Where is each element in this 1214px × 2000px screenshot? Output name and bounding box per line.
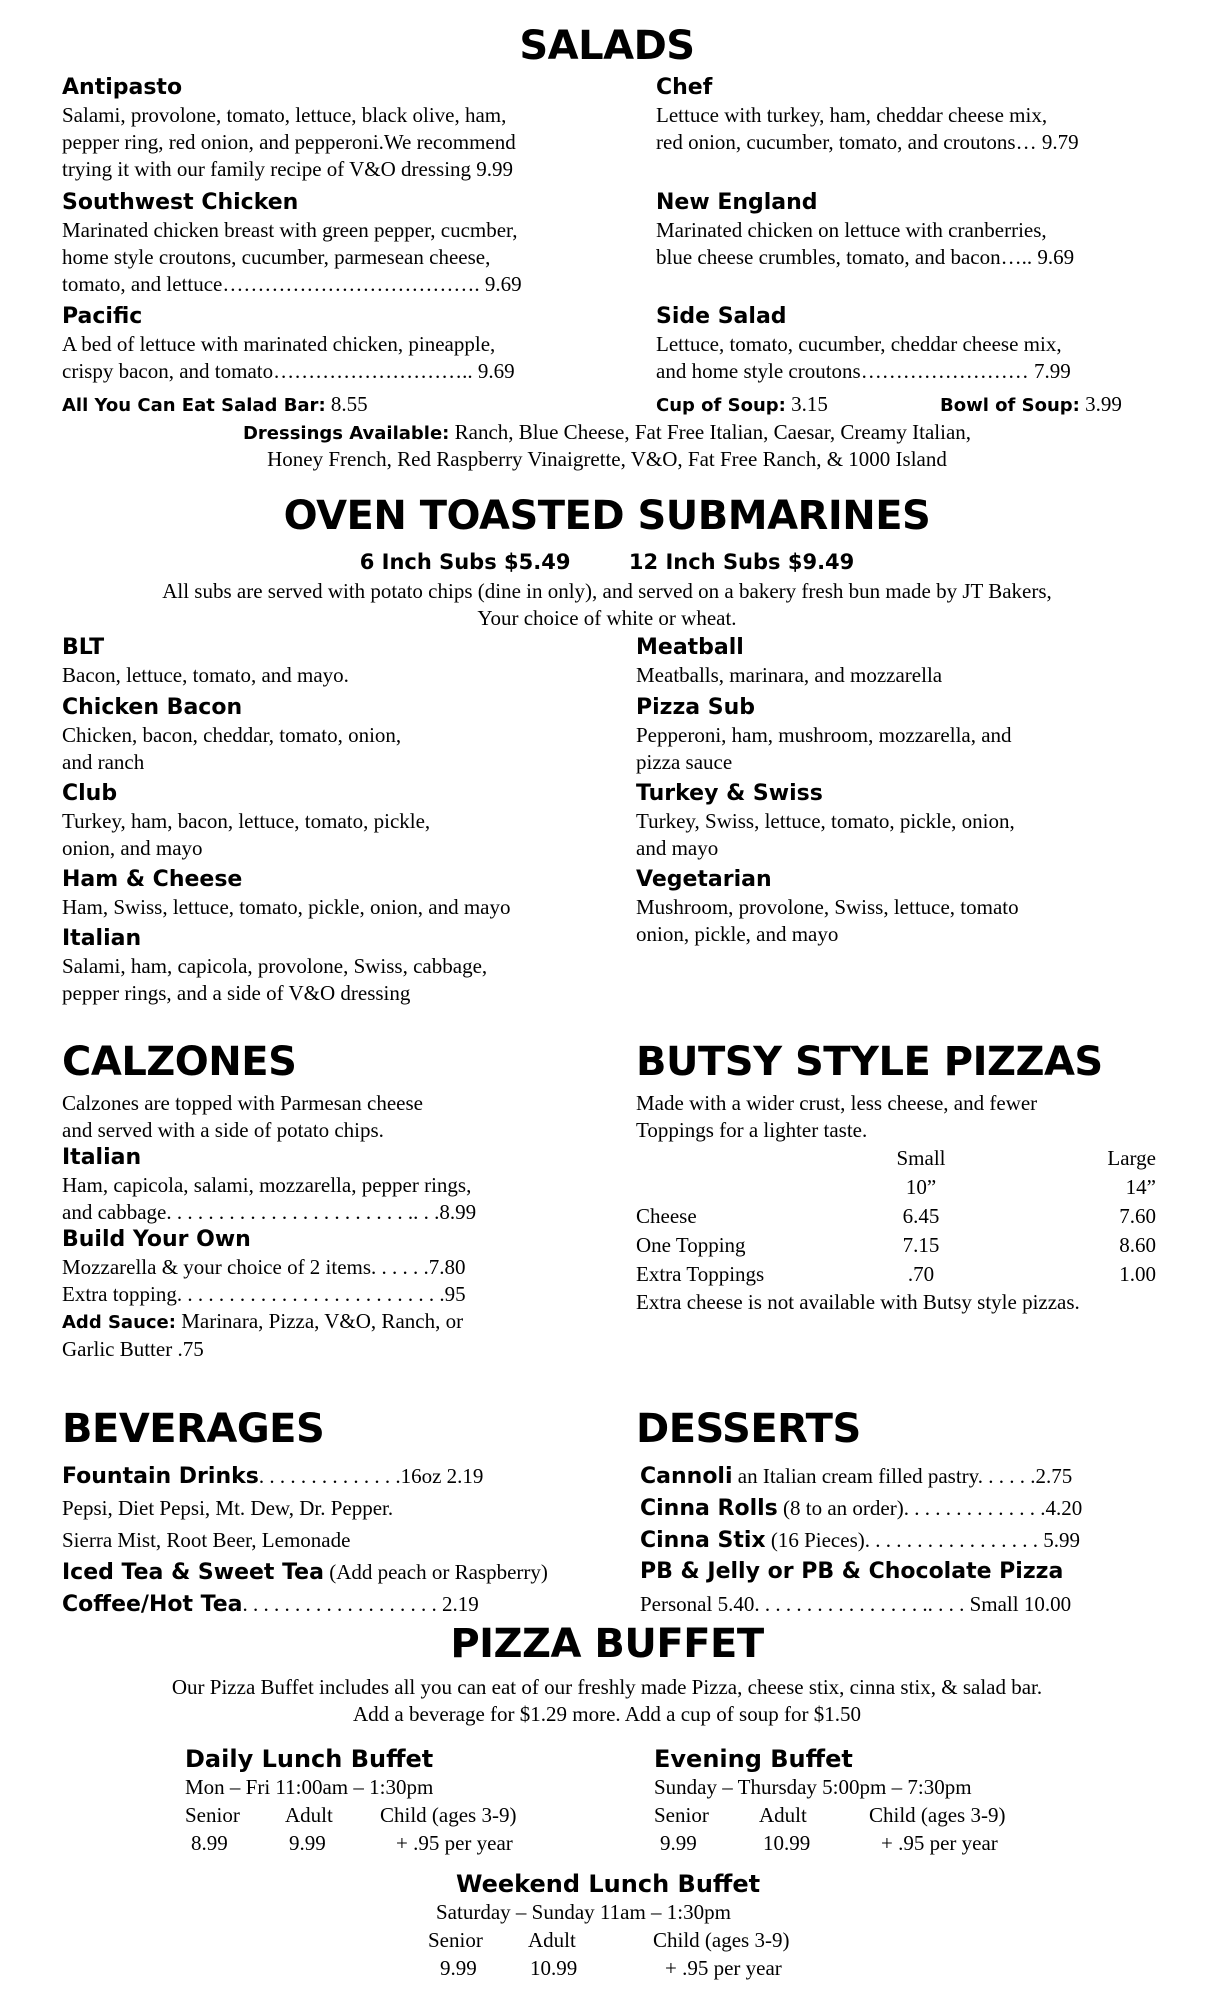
col-child: Child (ages 3-9): [653, 1928, 790, 1952]
item-desc: and home style croutons…………………… 7.99: [656, 359, 1071, 383]
row-label: One Topping: [636, 1233, 746, 1257]
salad-pacific: [62, 303, 612, 385]
pizzas-title: BUTSY STYLE PIZZAS: [636, 1039, 1103, 1085]
cinna-stix-name: Cinna Stix: [640, 1528, 766, 1553]
buffet-heading: Weekend Lunch Buffet: [456, 1870, 761, 1898]
price-child: + .95 per year: [396, 1831, 513, 1855]
col-large: Large: [1107, 1146, 1156, 1170]
price-adult: 9.99: [289, 1831, 326, 1855]
tea-line: [62, 1556, 622, 1588]
col-senior: Senior: [654, 1803, 709, 1827]
add-sauce-line: [62, 1308, 612, 1336]
cup-soup-price: 3.15: [785, 392, 828, 416]
salad-bar-label: All You Can Eat Salad Bar:: [62, 395, 326, 416]
buffet-heading: Daily Lunch Buffet: [185, 1745, 434, 1773]
cinna-rolls-line: [640, 1492, 1200, 1524]
item-name: New England: [656, 190, 818, 215]
evening-buffet: [654, 1745, 1154, 1857]
buffet-heading: Evening Buffet: [654, 1745, 853, 1773]
item-name: Antipasto: [62, 75, 183, 100]
col-child: Child (ages 3-9): [380, 1803, 517, 1827]
item-desc: Salami, provolone, tomato, lettuce, black olive, ham,: [62, 103, 507, 127]
buffet-price-table: [428, 1926, 789, 1982]
item-desc: pepper ring, red onion, and pepperoni.We recommend: [62, 130, 516, 154]
calzones-intro: and served with a side of potato chips.: [62, 1118, 384, 1142]
subs-right-column: [636, 634, 1176, 948]
item-desc: Turkey, Swiss, lettuce, tomato, pickle, onion,: [636, 809, 1015, 833]
desserts-body: [640, 1460, 1200, 1620]
item-desc: Mushroom, provolone, Swiss, lettuce, tomato: [636, 895, 1019, 919]
buffet-price-table: [185, 1801, 516, 1857]
beverages-title: BEVERAGES: [62, 1406, 325, 1452]
price-senior: 9.99: [660, 1831, 697, 1855]
item-desc: crispy bacon, and tomato……………………….. 9.69: [62, 359, 515, 383]
dressings-text: Ranch, Blue Cheese, Fat Free Italian, Caesar, Creamy Italian,: [449, 420, 972, 444]
col-senior: Senior: [185, 1803, 240, 1827]
item-desc: pizza sauce: [636, 750, 733, 774]
coffee-line: [62, 1588, 622, 1620]
row-large: 7.60: [1119, 1204, 1156, 1228]
buffet-hours: Mon – Fri 11:00am – 1:30pm: [185, 1775, 434, 1799]
item-desc: Mozzarella & your choice of 2 items. . . . . .7.80: [62, 1255, 466, 1279]
item-desc: red onion, cucumber, tomato, and croutons… 9.79: [656, 130, 1079, 154]
col-child: Child (ages 3-9): [869, 1803, 1006, 1827]
item-name: Italian: [62, 926, 142, 951]
item-desc: Lettuce, tomato, cucumber, cheddar cheese mix,: [656, 332, 1062, 356]
item-desc: Meatballs, marinara, and mozzarella: [636, 663, 943, 687]
salad-bar-line: [62, 390, 662, 420]
salad-chef: [656, 74, 1176, 156]
salads-title: SALADS: [519, 23, 695, 69]
cinna-stix-line: [640, 1524, 1200, 1556]
add-sauce-line-2: Garlic Butter .75: [62, 1337, 204, 1361]
coffee-price: . . . . . . . . . . . . . . . . . . . 2.19: [242, 1592, 479, 1616]
salad-southwest-chicken: [62, 189, 612, 298]
calzones-body: [62, 1090, 612, 1363]
item-desc: A bed of lettuce with marinated chicken, pineapple,: [62, 332, 496, 356]
col-adult: Adult: [759, 1803, 807, 1827]
item-name: Chicken Bacon: [62, 695, 243, 720]
cannoli-name: Cannoli: [640, 1464, 733, 1489]
item-desc: tomato, and lettuce………………………………. 9.69: [62, 272, 522, 296]
row-small: 6.45: [902, 1204, 940, 1228]
price-child: + .95 per year: [881, 1831, 998, 1855]
subs-note-1: All subs are served with potato chips (dine in only), and served on a bakery fresh bun made by JT Bakers,: [162, 579, 1052, 603]
row-label: Cheese: [636, 1204, 697, 1228]
tea-name: Iced Tea & Sweet Tea: [62, 1560, 324, 1585]
fountain-price: . . . . . . . . . . . . . .16oz 2.19: [258, 1464, 484, 1488]
bowl-soup-label: Bowl of Soup:: [940, 395, 1080, 416]
price-senior: 9.99: [440, 1956, 477, 1980]
item-desc: and cabbage. . . . . . . . . . . . . . . . . . . . . . . .. . .8.99: [62, 1200, 477, 1224]
item-desc: pepper rings, and a side of V&O dressing: [62, 981, 411, 1005]
weekend-lunch-buffet: [428, 1870, 848, 1982]
row-label: Extra Toppings: [636, 1262, 765, 1286]
cannoli-line: [640, 1460, 1200, 1492]
price-adult: 10.99: [530, 1956, 578, 1980]
fountain-list-1: Pepsi, Diet Pepsi, Mt. Dew, Dr. Pepper.: [62, 1496, 394, 1520]
cinna-rolls-name: Cinna Rolls: [640, 1496, 778, 1521]
table-row: [636, 1231, 1156, 1260]
salad-side: [656, 303, 1176, 385]
item-name: Pizza Sub: [636, 695, 756, 720]
desserts-title: DESSERTS: [636, 1406, 861, 1452]
item-desc: Marinated chicken breast with green pepper, cucmber,: [62, 218, 518, 242]
dressings-line-1: [0, 418, 1214, 448]
subs-left-column: [62, 634, 612, 1007]
row-small: 7.15: [902, 1233, 940, 1257]
item-desc: onion, and mayo: [62, 836, 203, 860]
price-child: + .95 per year: [665, 1956, 782, 1980]
pb-pizza-desc: Personal 5.40. . . . . . . . . . . . . . . . .. . . . Small 10.00: [640, 1592, 1072, 1616]
calzones-title: CALZONES: [62, 1039, 297, 1085]
buffet-price-table: [654, 1801, 1005, 1857]
item-desc: Pepperoni, ham, mushroom, mozzarella, and: [636, 723, 1012, 747]
cinna-stix-desc: (16 Pieces). . . . . . . . . . . . . . . . . 5.99: [765, 1528, 1080, 1552]
item-desc: home style croutons, cucumber, parmesean cheese,: [62, 245, 491, 269]
item-desc: Ham, capicola, salami, mozzarella, pepper rings,: [62, 1173, 472, 1197]
pizzas-note: Extra cheese is not available with Butsy style pizzas.: [636, 1290, 1080, 1314]
buffet-hours: Sunday – Thursday 5:00pm – 7:30pm: [654, 1775, 972, 1799]
item-desc: Ham, Swiss, lettuce, tomato, pickle, onion, and mayo: [62, 895, 511, 919]
calzones-intro: Calzones are topped with Parmesan cheese: [62, 1091, 423, 1115]
col-adult: Adult: [285, 1803, 333, 1827]
fountain-line: [62, 1460, 622, 1492]
item-name: Pacific: [62, 304, 143, 329]
item-name: Italian: [62, 1145, 142, 1170]
salad-new-england: [656, 189, 1176, 271]
beverages-body: [62, 1460, 622, 1620]
item-name: Build Your Own: [62, 1227, 251, 1252]
pizza-price-table: [636, 1144, 1156, 1289]
salad-bar-price: 8.55: [325, 392, 368, 416]
cinna-rolls-desc: (8 to an order). . . . . . . . . . . . . .4.20: [777, 1496, 1083, 1520]
pizzas-intro: Toppings for a lighter taste.: [636, 1118, 868, 1142]
bowl-soup-line: [940, 390, 1200, 420]
add-sauce-text: Marinara, Pizza, V&O, Ranch, or: [175, 1309, 464, 1333]
cup-soup-label: Cup of Soup:: [656, 395, 786, 416]
item-desc: Turkey, ham, bacon, lettuce, tomato, pickle,: [62, 809, 431, 833]
item-name: Vegetarian: [636, 867, 772, 892]
add-sauce-label: Add Sauce:: [62, 1312, 176, 1333]
buffet-note-1: Our Pizza Buffet includes all you can eat of our freshly made Pizza, cheese stix, cinna stix, & salad bar.: [171, 1675, 1043, 1699]
item-desc: onion, pickle, and mayo: [636, 922, 839, 946]
item-name: Ham & Cheese: [62, 867, 243, 892]
item-name: Turkey & Swiss: [636, 781, 823, 806]
col-small-size: 10”: [905, 1175, 937, 1199]
salad-antipasto: [62, 74, 612, 183]
subs-sizes: 6 Inch Subs $5.49 12 Inch Subs $9.49: [359, 550, 855, 574]
dressings-line-2: Honey French, Red Raspberry Vinaigrette, V&O, Fat Free Ranch, & 1000 Island: [267, 447, 947, 471]
item-name: Chef: [656, 75, 713, 100]
daily-lunch-buffet: [185, 1745, 605, 1857]
item-name: Club: [62, 781, 118, 806]
item-name: Southwest Chicken: [62, 190, 299, 215]
col-large-size: 14”: [1125, 1175, 1156, 1199]
buffet-title: PIZZA BUFFET: [450, 1621, 764, 1667]
row-large: 8.60: [1119, 1233, 1156, 1257]
coffee-name: Coffee/Hot Tea: [62, 1592, 243, 1617]
cup-soup-line: [656, 390, 956, 420]
item-desc: trying it with our family recipe of V&O dressing 9.99: [62, 157, 514, 181]
col-small: Small: [896, 1146, 946, 1170]
item-name: Side Salad: [656, 304, 787, 329]
subs-note-2: Your choice of white or wheat.: [477, 606, 737, 630]
item-desc: Lettuce with turkey, ham, cheddar cheese mix,: [656, 103, 1048, 127]
bowl-soup-price: 3.99: [1079, 392, 1122, 416]
tea-note: (Add peach or Raspberry): [323, 1560, 548, 1584]
item-desc: Extra topping. . . . . . . . . . . . . . . . . . . . . . . . . .95: [62, 1282, 466, 1306]
item-desc: blue cheese crumbles, tomato, and bacon….. 9.69: [656, 245, 1075, 269]
item-name: BLT: [62, 635, 105, 660]
item-desc: Bacon, lettuce, tomato, and mayo.: [62, 663, 349, 687]
row-small: .70: [907, 1262, 935, 1286]
col-senior: Senior: [428, 1928, 483, 1952]
col-adult: Adult: [528, 1928, 576, 1952]
price-adult: 10.99: [763, 1831, 811, 1855]
subs-title: OVEN TOASTED SUBMARINES: [283, 493, 931, 539]
fountain-list-2: Sierra Mist, Root Beer, Lemonade: [62, 1528, 351, 1552]
buffet-hours: Saturday – Sunday 11am – 1:30pm: [436, 1900, 731, 1924]
table-row: [636, 1260, 1156, 1289]
cannoli-desc: an Italian cream filled pastry. . . . . .2.75: [732, 1464, 1073, 1488]
dressings-label: Dressings Available:: [242, 423, 450, 444]
item-desc: and mayo: [636, 836, 719, 860]
item-desc: Chicken, bacon, cheddar, tomato, onion,: [62, 723, 402, 747]
pb-pizza-name: PB & Jelly or PB & Chocolate Pizza: [640, 1559, 1064, 1584]
pizzas-body: [636, 1090, 1176, 1316]
table-row: [636, 1202, 1156, 1231]
fountain-name: Fountain Drinks: [62, 1464, 259, 1489]
price-senior: 8.99: [191, 1831, 228, 1855]
item-desc: Marinated chicken on lettuce with cranberries,: [656, 218, 1047, 242]
buffet-note-2: Add a beverage for $1.29 more. Add a cup of soup for $1.50: [353, 1702, 861, 1726]
item-desc: Salami, ham, capicola, provolone, Swiss, cabbage,: [62, 954, 488, 978]
pizzas-intro: Made with a wider crust, less cheese, and fewer: [636, 1091, 1038, 1115]
item-desc: and ranch: [62, 750, 145, 774]
item-name: Meatball: [636, 635, 744, 660]
row-large: 1.00: [1119, 1262, 1156, 1286]
